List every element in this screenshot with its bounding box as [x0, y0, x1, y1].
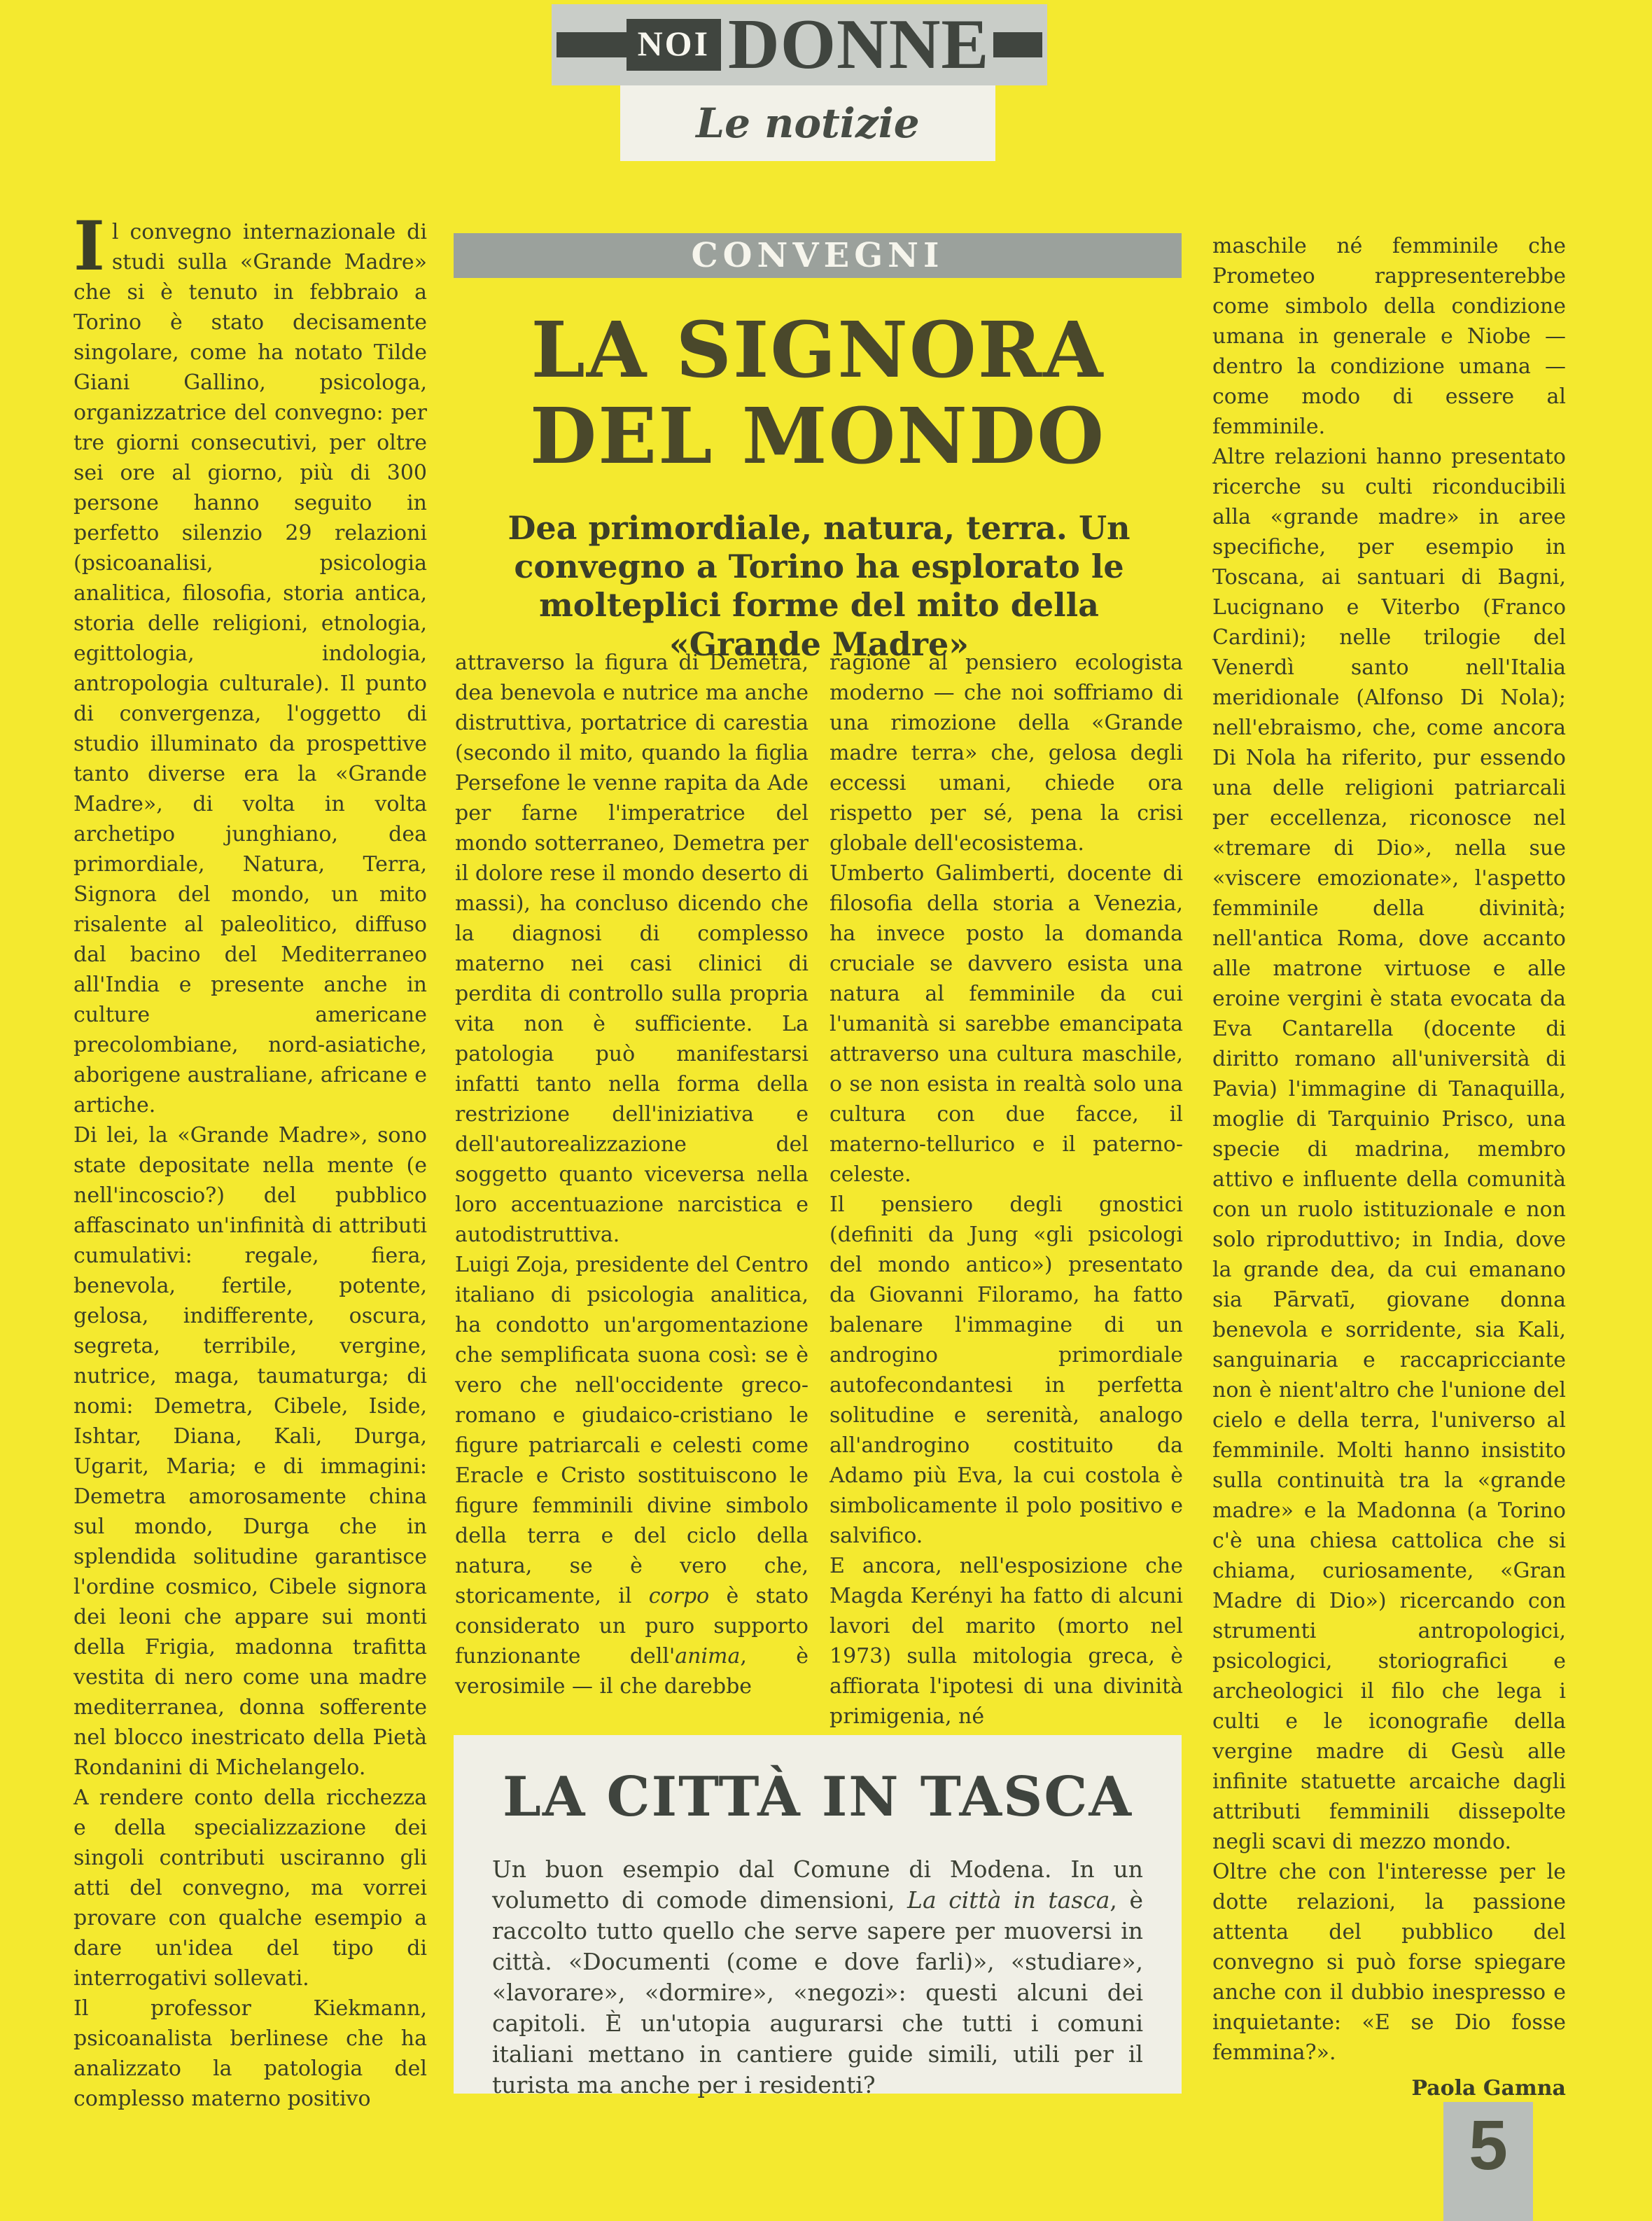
kicker-banner [454, 233, 1182, 278]
paragraph-text: è stato considerato un puro supporto funzionante dell' [455, 1584, 808, 1669]
column-4 [1212, 231, 1566, 2101]
kicker-label: CONVEGNI [691, 236, 944, 275]
paragraph: Oltre che con l'interesse per le dotte relazioni, la passione attenta del pubblico del convegno si può forse spiegare anche con il dubbio inespresso e inquietante: «E se Dio fosse femmina?». [1212, 1860, 1566, 2065]
paragraph: Il pensiero degli gnostici (definiti da Jung «gli psicologi del mondo antico») presentato da Giovanni Filoramo, ha fatto balenare l'immagine di un androgino primordiale autofecondantesi in perfetta solitudine e serenità, analogo all'androgino costituito da Adamo più Eva, la cui costola è simbolicamente il polo positivo e salvifico. [830, 1192, 1183, 1548]
column-1 [74, 207, 427, 2111]
logo-bar-left [556, 32, 626, 57]
paragraph: Umberto Galimberti, docente di filosofia della storia a Venezia, ha invece posto la domanda cruciale se davvero esista una natura al femminile da cui l'umanità si sarebbe emancipata attraverso una cultura maschile, o se non esista in realtà solo una cultura con due facce, il materno-tellurico e il paterno-celeste. [830, 861, 1183, 1187]
paragraph: E ancora, nell'esposizione che Magda Kerényi ha fatto di alcuni lavori del marito (morto nel 1973) sulla mitologia greca, è affiorata l'ipotesi di una divinità primigenia, né [830, 1554, 1183, 1729]
paragraph: maschile né femminile che Prometeo rappresenterebbe come simbolo della condizione umana in generale e Niobe — dentro la condizione umana — come modo di essere al femminile. [1212, 234, 1566, 439]
sidebar-text [492, 1854, 1143, 2101]
sidebar-text-segment: , è raccolto tutto quello che serve sapere per muoversi in città. «Documenti (come e dove farli)», «studiare», «lavorare», «dormire», «negozi»: questi alcuni dei capitoli. È un'utopia augurarsi che tutti i comuni italiani mettano in cantiere guide simili, utili per il turista ma anche per i residenti? [492, 1886, 1143, 2098]
column-2 [455, 648, 808, 1729]
paragraph: Il professor Kiekmann, psicoanalista berlinese che ha analizzato la patologia del complesso materno positivo [74, 1996, 427, 2111]
section-label-panel [620, 85, 995, 161]
drop-cap: I [74, 207, 105, 286]
italic-term-corpo: corpo [648, 1584, 710, 1608]
logo-noi: NOI [626, 19, 721, 71]
sidebar-text-segment: Un buon esempio dal Comune di Modena. In un volumetto di comode dimensioni, [492, 1856, 1143, 1914]
author-byline: Paola Gamna [1411, 2076, 1566, 2101]
article-subtitle: Dea primordiale, natura, terra. Un convegno a Torino ha esplorato le molteplici forme del mito della «Grande Madre» [507, 509, 1130, 663]
paragraph-text: Luigi Zoja, presidente del Centro italiano di psicologia analitica, ha condotto un'argomentazione che semplificata suona così: se è vero che nell'occidente greco-romano e giudaico-cristiano le figure patriarcali e celesti come Eracle e Cristo sostituiscono le figure femminili divine simbolo della terra e del ciclo della natura, se è vero che, storicamente, il [455, 1253, 808, 1608]
article-title-line1: LA SIGNORA [531, 305, 1105, 395]
paragraph-text: l convegno internazionale di studi sulla «Grande Madre» che si è tenuto in febbraio a Torino è stato decisamente singolare, come ha notato Tilde Giani Gallino, psicologa, organizzatrice del convegno: per tre giorni consecutivi, per oltre sei ore al giorno, più di 300 persone hanno seguito in perfetto silenzio 29 relazioni (psicoanalisi, psicologia analitica, filosofia, storia antica, storia delle religioni, etnologia, egittologia, indologia, antropologia culturale). Il punto di convergenza, l'oggetto di studio illuminato da prospettive tanto diverse era la «Grande Madre», di volta in volta archetipo junghiano, dea primordiale, Natura, Terra, Signora del mondo, un mito risalente al paleolitico, diffuso dal bacino del Mediterraneo all'India e presente anche in culture americane precolombiane, nord-asiatiche, aborigene australiane, africane e artiche. [74, 220, 427, 1118]
paragraph [74, 207, 427, 1120]
page-number-badge [1443, 2102, 1533, 2221]
section-label: Le notizie [696, 99, 920, 147]
paragraph: Di lei, la «Grande Madre», sono state depositate nella mente (e nell'incoscio?) del pubblico affascinato un'infinità di attributi cumulativi: regale, fiera, benevola, fertile, potente, gelosa, indifferente, oscura, segreta, terribile, vergine, nutrice, maga, taumaturga; di nomi: Demetra, Cibele, Iside, Ishtar, Diana, Kali, Durga, Ugarit, Maria; e di immagini: Demetra amorosamente china sul mondo, Durga che in splendida solitudine garantisce l'ordine cosmico, Cibele signora dei leoni che appare sui monti della Frigia, madonna trafitta vestita di nero come una madre mediterranea, donna sofferente nel blocco inestricato della Pietà Rondanini di Michelangelo. [74, 1123, 427, 1780]
paragraph: attraverso la figura di Demetra, dea benevola e nutrice ma anche distruttiva, portatrice di carestia (secondo il mito, quando la figlia Persefone le venne rapita da Ade per farne l'imperatrice del mondo sotterraneo, Demetra per il dolore rese il mondo deserto di massi), ha concluso dicendo che la diagnosi di complesso materno nei casi clinici di perdita di controllo sulla propria vita non è sufficiente. La patologia può manifestarsi infatti tanto nella forma della restrizione dell'iniziativa e dell'autorealizzazione del soggetto quanto viceversa nella loro accentuazione narcistica e autodistruttiva. [455, 650, 808, 1247]
sidebar-title: LA CITTÀ IN TASCA [503, 1765, 1133, 1829]
italic-term-anima: anima [675, 1644, 741, 1669]
paragraph: Altre relazioni hanno presentato ricerche su culti riconducibili alla «grande madre» in aree specifiche, per esempio in Toscana, ai santuari di Bagni, Lucignano e Viterbo (Franco Cardini); nelle trilogie del Venerdì santo nell'Italia meridionale (Alfonso Di Nola); nell'ebraismo, che, come ancora Di Nola ha riferito, pur essendo una delle religioni patriarcali per eccellenza, riconosce nel «tremare di Dio», nella sue «viscere emozionate», l'aspetto femminile della divinità; nell'antica Roma, dove accanto alle matrone virtuose e alle eroine vergini è stata evocata da Eva Cantarella (docente di diritto romano all'università di Pavia) l'immagine di Tanaquilla, moglie di Tarquinio Prisco, una specie di madrina, membro attivo e influente della comunità con un ruolo istituzionale e non solo riproduttivo; in India, dove la grande dea, da cui emanano sia Pārvatī, giovane donna benevola e sorridente, sia Kali, sanguinaria e raccapricciante non è nient'altro che l'unione del cielo e della terra, l'universo al femminile. Molti hanno insistito sulla continuità tra la «grande madre» e la Madonna (a Torino c'è una chiesa cattolica che si chiama, curiosamente, «Gran Madre di Dio») ricercando con strumenti antropologici, psicologici, storiografici e archeologici il filo che lega i culti e le iconografie della vergine madre di Gesù alle infinite statuette arcaiche dagli attributi femminili dissepolte negli scavi di mezzo mondo. [1212, 445, 1566, 1854]
masthead-logo-panel [552, 4, 1047, 85]
page-number: 5 [1469, 2106, 1508, 2185]
paragraph: A rendere conto della ricchezza e della specializzazione dei singoli contributi usciranno gli atti del convegno, ma vorrei provare con qualche esempio a dare un'idea del tipo di interrogativi sollevati. [74, 1785, 427, 1991]
logo-donne: DONNE [728, 5, 990, 85]
paragraph-text: , è verosimile — il che darebbe [455, 1644, 808, 1699]
sidebar-book-title: La città in tasca [907, 1886, 1110, 1914]
sidebar-box [454, 1735, 1182, 2098]
logo-bar-right [993, 32, 1042, 57]
paragraph [455, 1250, 808, 1701]
noi-donne-logo [556, 5, 1043, 85]
paragraph: ragione al pensiero ecologista moderno — che noi soffriamo di una rimozione della «Grande madre terra» che, gelosa degli eccessi umani, chiede ora rispetto per sé, pena la crisi globale dell'ecosistema. [830, 650, 1183, 856]
article-title-line2: DEL MONDO [529, 391, 1106, 482]
article-title [454, 305, 1182, 482]
column-3 [830, 648, 1183, 1729]
